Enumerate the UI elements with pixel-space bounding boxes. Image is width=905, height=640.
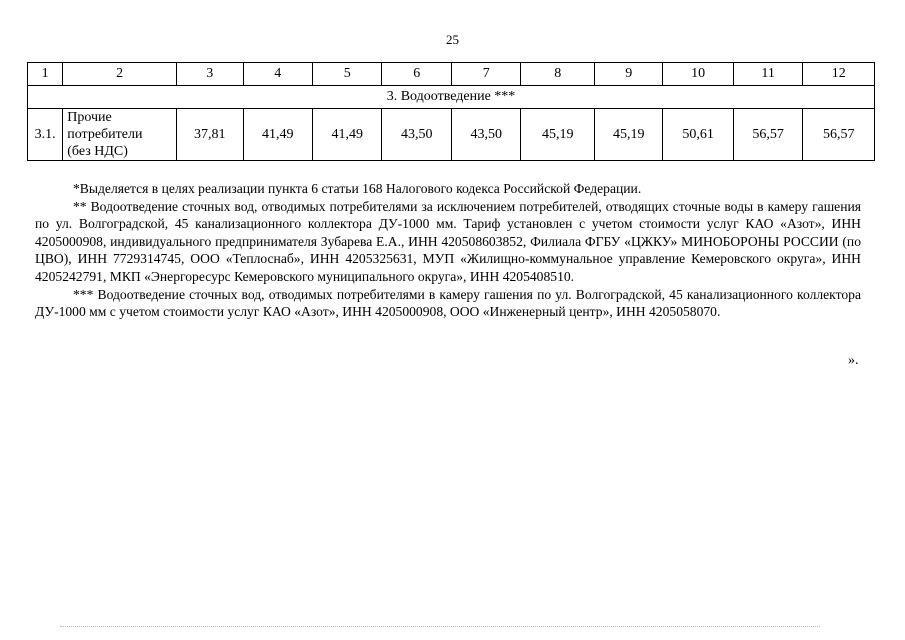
tariff-table <box>27 62 875 161</box>
consumer-name <box>63 109 177 161</box>
consumer-name-line: Прочие <box>67 110 112 125</box>
column-number: 7 <box>451 63 520 86</box>
tariff-value: 45,19 <box>594 109 662 161</box>
footnote-vat: *Выделяется в целях реализации пункта 6 статьи 168 Налогового кодекса Российской Федерации. <box>73 181 642 196</box>
tariff-value: 43,50 <box>382 109 451 161</box>
section-row <box>28 86 875 109</box>
column-number: 1 <box>28 63 63 86</box>
footnote-general-drainage: ** Водоотведение сточных вод, отводимых потребителями за исключением потребителей, отводящих сточные воды в камеру гашения по ул. Волгоградской, 45 канализационного коллектора ДУ-1000 мм. Тариф установлен с учетом стоимости услуг КАО «Азот», ИНН 4205000908, индивидуального предпринимателя Зубарева Е.А., ИНН 420508603852, Филиала ФГБУ «ЦЖКУ» МИНОБОРОНЫ РОССИИ (по ЦВО), ИНН 7729314745, ООО «Теплоснаб», ИНН 4205325631, МУП «Жилищно-коммунальное управление Кемеровского округа», ИНН 4205242791, МКП «Энергоресурс Кемеровского муниципального округа», ИНН 4205408510. <box>35 198 861 284</box>
column-number: 4 <box>243 63 312 86</box>
column-number: 10 <box>663 63 733 86</box>
consumer-name-line: потребители <box>67 127 143 142</box>
table-row <box>28 109 875 161</box>
page-number: 25 <box>446 32 459 47</box>
tariff-value: 37,81 <box>177 109 243 161</box>
tariff-value: 56,57 <box>733 109 802 161</box>
tariff-value: 45,19 <box>521 109 595 161</box>
section-title: 3. Водоотведение *** <box>28 86 875 109</box>
column-number: 9 <box>594 63 662 86</box>
column-number: 6 <box>382 63 451 86</box>
row-number: 3.1. <box>28 109 63 161</box>
footnotes <box>35 180 861 321</box>
tariff-value: 50,61 <box>663 109 733 161</box>
closing-quote: ». <box>848 353 859 368</box>
scan-artifact-line <box>60 626 820 629</box>
tariff-value: 43,50 <box>451 109 520 161</box>
column-number: 12 <box>803 63 875 86</box>
table-header-row <box>28 63 875 86</box>
column-number: 8 <box>521 63 595 86</box>
column-number: 5 <box>312 63 381 86</box>
consumer-name-line: (без НДС) <box>67 144 128 159</box>
tariff-value: 56,57 <box>803 109 875 161</box>
column-number: 2 <box>63 63 177 86</box>
column-number: 11 <box>733 63 802 86</box>
column-number: 3 <box>177 63 243 86</box>
footnote-chamber-drainage: *** Водоотведение сточных вод, отводимых потребителями в камеру гашения по ул. Волгоградской, 45 канализационного коллектора ДУ-1000 мм с учетом стоимости услуг КАО «Азот», ИНН 4205000908, ООО «Инженерный центр», ИНН 4205058070. <box>35 286 861 320</box>
tariff-value: 41,49 <box>312 109 381 161</box>
tariff-value: 41,49 <box>243 109 312 161</box>
